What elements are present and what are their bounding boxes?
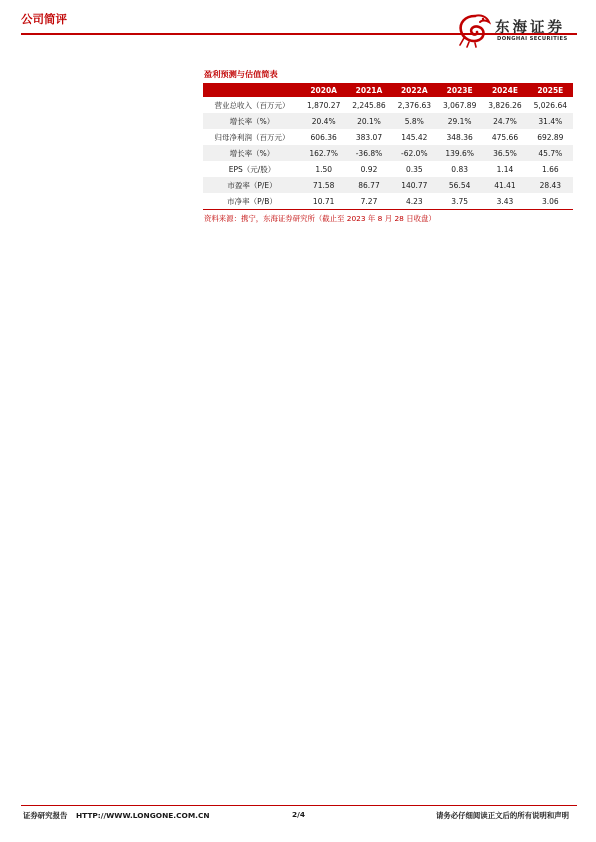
- table-cell: 7.27: [346, 193, 391, 210]
- table-cell: 475.66: [491, 132, 519, 142]
- table-cell: 36.5%: [482, 145, 527, 161]
- table-cell: 10.71: [301, 193, 346, 210]
- table-cell: 2,245.86: [352, 100, 386, 110]
- column-header: 2023E: [437, 83, 482, 97]
- table-cell: -36.8%: [346, 145, 391, 161]
- website-link[interactable]: HTTP://WWW.LONGONE.COM.CN: [75, 811, 210, 820]
- table-row: [203, 113, 573, 129]
- table-cell: 692.89: [537, 132, 564, 142]
- table-cell: 2,376.63: [397, 100, 432, 110]
- table-cell: 383.07: [355, 132, 383, 142]
- table-cell: 140.77: [392, 177, 437, 193]
- brand-name-en: DONGHAI SECURITIES: [497, 36, 568, 42]
- column-header: 2024E: [482, 83, 527, 97]
- report-type: 证券研究报告: [23, 811, 68, 820]
- column-header: 2020A: [301, 83, 346, 97]
- table-cell: 31.4%: [528, 113, 573, 129]
- table-cell: 0.83: [451, 164, 468, 174]
- table-cell: 3.43: [482, 193, 527, 210]
- row-label: 增长率（%）: [203, 145, 301, 161]
- forecast-table-section: [203, 68, 573, 224]
- table-row: [203, 129, 573, 145]
- table-header-row: [203, 83, 573, 97]
- brand-logo: [455, 12, 579, 48]
- table-cell: 0.35: [405, 164, 423, 174]
- table-cell: 1,870.27: [306, 100, 341, 110]
- table-cell: 24.7%: [482, 113, 527, 129]
- table-cell: 3.75: [437, 193, 482, 210]
- table-cell: 3.06: [528, 193, 573, 210]
- table-title: 盈利预测与估值简表: [204, 69, 278, 79]
- table-row: [203, 97, 573, 113]
- footer-left: [23, 810, 210, 821]
- column-header: [203, 83, 301, 97]
- table-cell: 29.1%: [437, 113, 482, 129]
- table-cell: 45.7%: [528, 145, 573, 161]
- column-header: 2025E: [528, 83, 573, 97]
- source-note: 资料来源：携宁，东海证券研究所（截止至 2023 年 8 月 28 日收盘）: [204, 214, 436, 223]
- row-label: 增长率（%）: [203, 113, 301, 129]
- row-label: 营业总收入（百万元）: [214, 100, 290, 110]
- table-cell: 4.23: [392, 193, 437, 210]
- table-cell: 162.7%: [301, 145, 346, 161]
- table-cell: 5,026.64: [533, 100, 568, 110]
- table-cell: 71.58: [301, 177, 346, 193]
- dragon-logo-icon: [455, 12, 495, 48]
- table-cell: 28.43: [528, 177, 573, 193]
- disclaimer: 请务必仔细阅读正文后的所有说明和声明: [435, 811, 569, 820]
- table-row: [203, 193, 573, 210]
- row-label: EPS（元/股）: [228, 164, 276, 174]
- table-row: [203, 177, 573, 193]
- table-cell: 20.1%: [346, 113, 391, 129]
- page-number: 2/4: [292, 810, 305, 819]
- row-label: 市盈率（P/E）: [203, 177, 301, 193]
- table-cell: 348.36: [446, 132, 473, 142]
- row-label: 市净率（P/B）: [203, 193, 301, 210]
- table-cell: 3,067.89: [442, 100, 477, 110]
- section-title: 公司简评: [21, 12, 67, 26]
- row-label: 归母净利润（百万元）: [214, 132, 290, 142]
- table-cell: 1.14: [496, 164, 514, 174]
- table-cell: 139.6%: [437, 145, 482, 161]
- table-cell: -62.0%: [392, 145, 437, 161]
- table-cell: 3,826.26: [488, 100, 522, 110]
- table-cell: 145.42: [401, 132, 428, 142]
- table-cell: 0.92: [360, 164, 378, 174]
- table-cell: 56.54: [437, 177, 482, 193]
- footer-divider: [21, 805, 577, 806]
- table-cell: 20.4%: [301, 113, 346, 129]
- table-cell: 1.50: [315, 164, 333, 174]
- table-cell: 1.66: [541, 164, 559, 174]
- table-row: [203, 145, 573, 161]
- column-header: 2021A: [346, 83, 391, 97]
- table-cell: 5.8%: [392, 113, 437, 129]
- column-header: 2022A: [392, 83, 437, 97]
- brand-name-cn: 东海证券: [495, 20, 565, 36]
- table-cell: 86.77: [346, 177, 391, 193]
- forecast-table: [203, 83, 573, 210]
- table-row: [203, 161, 573, 177]
- table-cell: 606.36: [310, 132, 337, 142]
- table-cell: 41.41: [482, 177, 527, 193]
